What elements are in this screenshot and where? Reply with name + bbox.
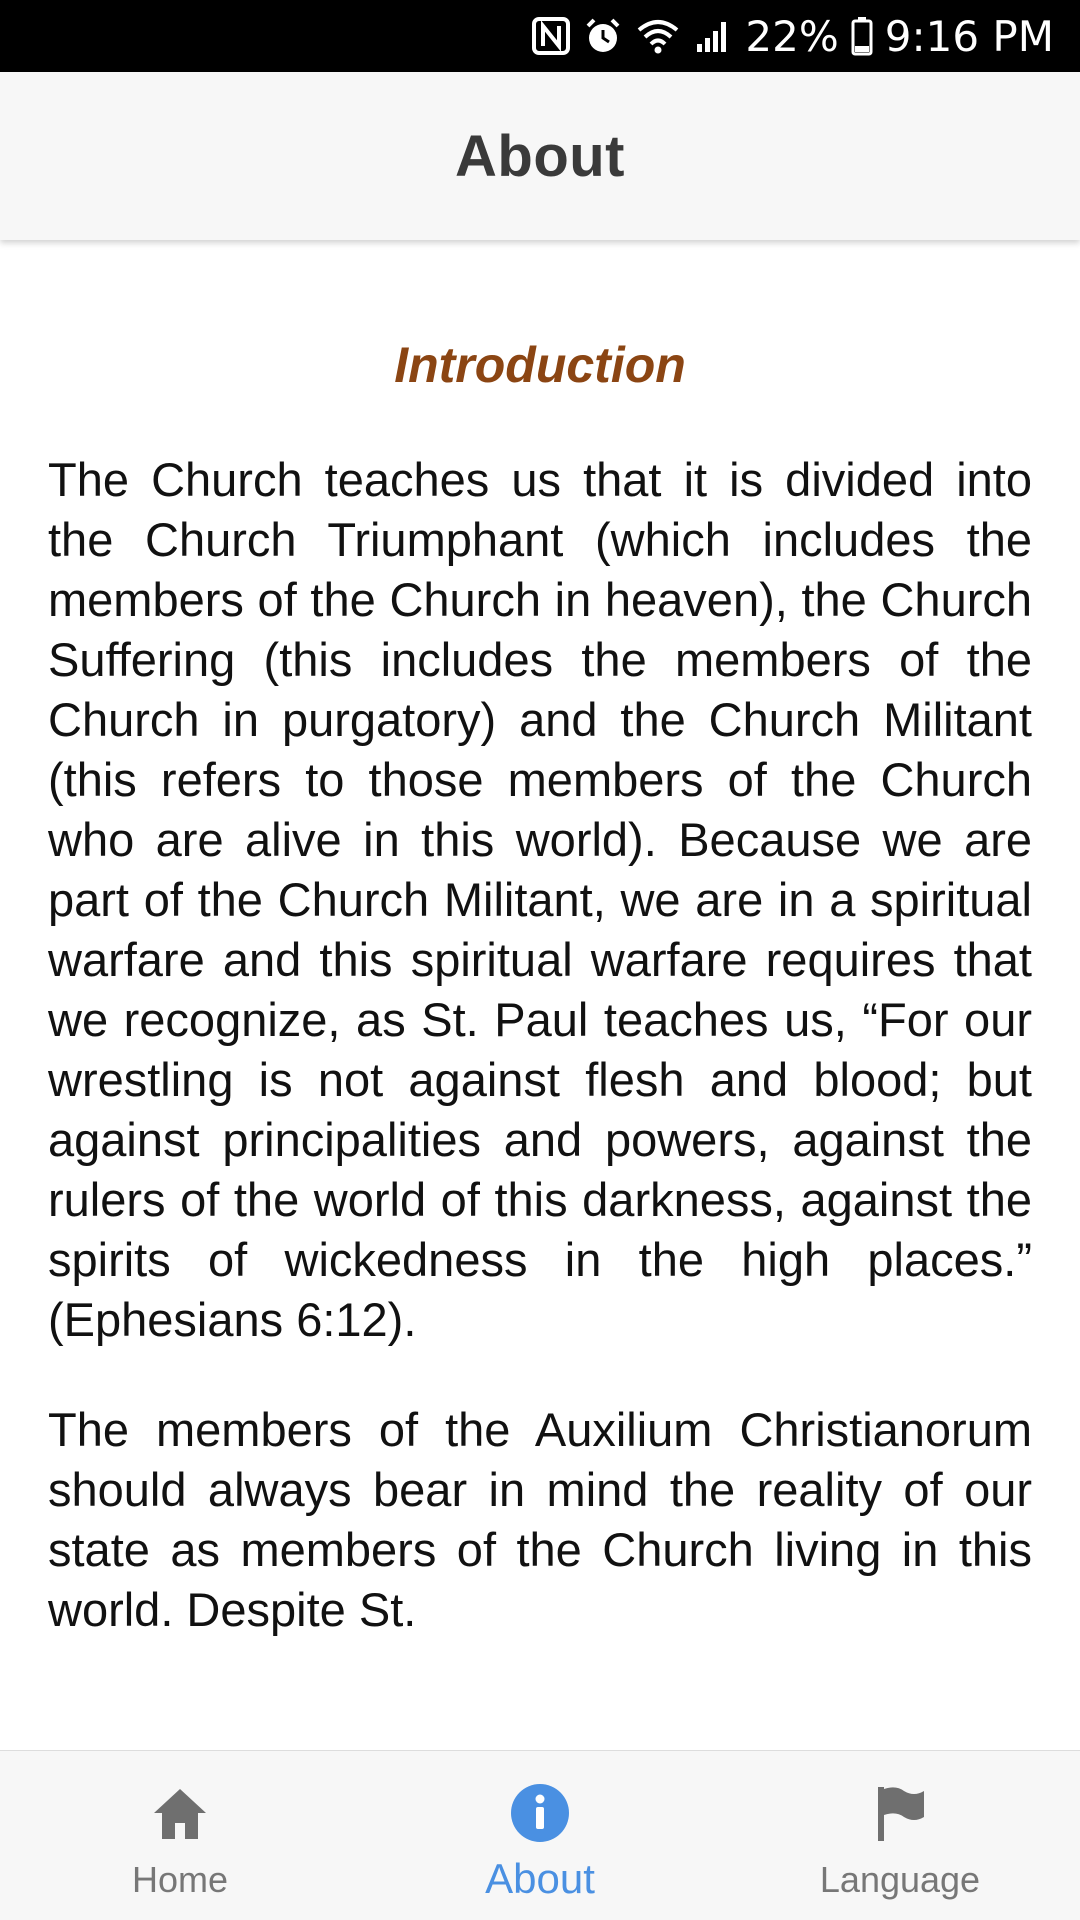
nav-item-home[interactable] <box>0 1751 360 1920</box>
flag-icon <box>868 1781 932 1845</box>
bottom-navigation <box>0 1750 1080 1920</box>
app-header <box>0 72 1080 240</box>
status-bar <box>0 0 1080 72</box>
nav-label-home: Home <box>131 1859 229 1900</box>
nav-label-about: About <box>485 1855 595 1902</box>
about-content[interactable] <box>0 240 1080 1750</box>
nav-item-about[interactable] <box>360 1751 720 1920</box>
nav-item-language[interactable] <box>720 1751 1080 1920</box>
signal-icon <box>693 16 733 56</box>
home-icon <box>148 1781 212 1845</box>
battery-icon <box>851 16 873 56</box>
nfc-icon <box>531 16 571 56</box>
battery-percent: 22% <box>745 11 839 61</box>
nav-label-language: Language <box>819 1859 981 1900</box>
wifi-icon <box>635 16 681 56</box>
alarm-icon <box>583 16 623 56</box>
paragraph: The members of the Auxilium Christianorum should always bear in mind the reality of our state as members of the Church living in this world. Despite St. <box>48 1403 1032 1636</box>
info-icon <box>508 1781 572 1845</box>
page-title: About <box>455 123 625 189</box>
section-heading: Introduction <box>394 337 686 393</box>
paragraph: The Church teaches us that it is divided into the Church Triumphant (which includes the members of the Church in heaven), the Church Suffering (this includes the members of the Church in purgatory) and the Church Militant (this refers to those members of the Church who are alive in this world). Because we are part of the Church Militant, we are in a spiritual warfare and this spiritual warfare requires that we recognize, as St. Paul teaches us, “For our wrestling is not against flesh and blood; but against principalities and powers, against the rulers of the world of this darkness, against the spirits of wickedness in the high places.” (Ephesians 6:12). <box>48 453 1032 1346</box>
clock: 9:16 PM <box>884 11 1054 61</box>
